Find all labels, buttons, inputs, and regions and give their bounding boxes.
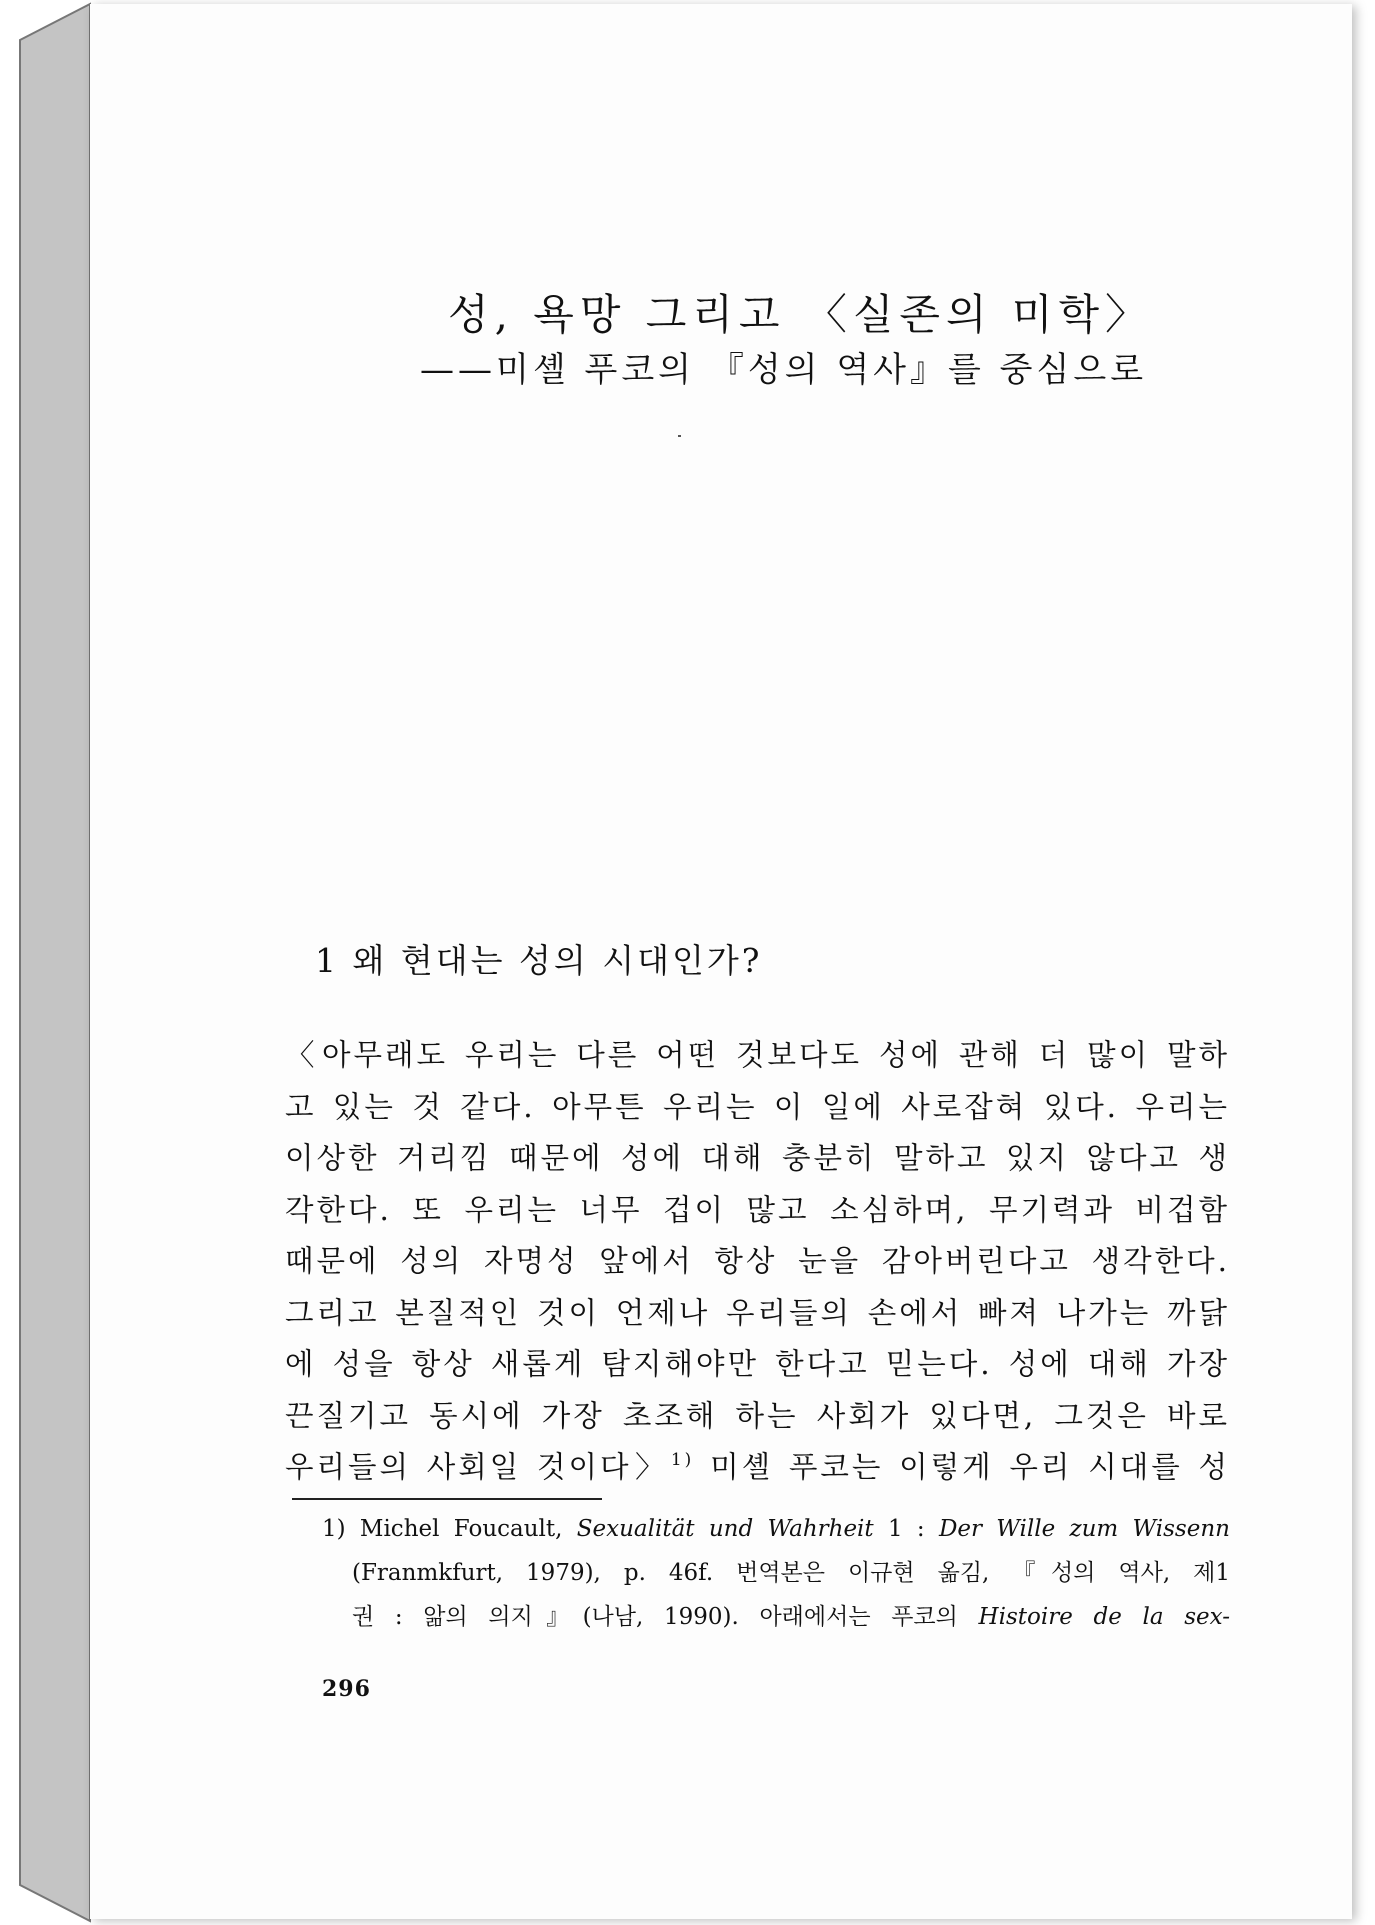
footnote <box>322 1507 1230 1639</box>
body-line <box>285 1442 1230 1494</box>
footnote-line <box>322 1595 1230 1639</box>
body-line: 〈아무래도 우리는 다른 어떤 것보다도 성에 관해 더 많이 말하 <box>285 1038 1230 1072</box>
footnote-book-subtitle: Der Wille zum Wissenn <box>938 1516 1230 1542</box>
footnote-book-title: Histoire de la sex- <box>978 1604 1230 1630</box>
body-line: 이상한 거리낌 때문에 성에 대해 충분히 말하고 있지 않다고 생 <box>285 1141 1230 1175</box>
footnote-text: 1 : <box>873 1516 939 1542</box>
body-line: 그리고 본질적인 것이 언제나 우리들의 손에서 빠져 나가는 까닭 <box>285 1295 1230 1330</box>
body-text-segment: 우리들의 사회일 것이다〉 <box>285 1450 671 1484</box>
footnote-text: 권 : 앎의 의지』(나남, 1990). 아래에서는 푸코의 <box>352 1604 979 1630</box>
footnote-book-title: Sexualität und Wahrheit <box>576 1516 874 1542</box>
footnote-line: (Franmkfurt, 1979), p. 46f. 번역본은 이규현 옮김, 『성의 역사, 제1 <box>352 1560 1230 1586</box>
page-number: 296 <box>322 1676 371 1702</box>
footnote-text: 1) Michel Foucault, <box>322 1516 577 1542</box>
section-heading: 1 왜 현대는 성의 시대인가? <box>315 941 763 980</box>
article-title: 성, 욕망 그리고 〈실존의 미학〉 <box>448 290 1154 339</box>
body-line: 끈질기고 동시에 가장 초조해 하는 사회가 있다면, 그것은 바로 <box>285 1398 1230 1433</box>
print-speck <box>678 435 681 437</box>
body-text-segment: 미셸 푸코는 이렇게 우리 시대를 성 <box>694 1450 1230 1484</box>
body-line: 고 있는 것 같다. 아무튼 우리는 이 일에 사로잡혀 있다. 우리는 <box>285 1089 1230 1124</box>
footnote-divider <box>292 1498 602 1500</box>
footnote-reference[interactable]: 1) <box>670 1450 695 1470</box>
body-paragraph <box>285 1030 1230 1494</box>
body-line: 때문에 성의 자명성 앞에서 항상 눈을 감아버린다고 생각한다. <box>285 1244 1230 1278</box>
body-line: 에 성을 항상 새롭게 탐지해야만 한다고 믿는다. 성에 대해 가장 <box>285 1347 1230 1381</box>
footnote-line <box>322 1507 1230 1551</box>
body-line: 각한다. 또 우리는 너무 겁이 많고 소심하며, 무기력과 비겁함 <box>285 1192 1230 1227</box>
article-subtitle: ——미셸 푸코의 『성의 역사』를 중심으로 <box>420 350 1148 390</box>
